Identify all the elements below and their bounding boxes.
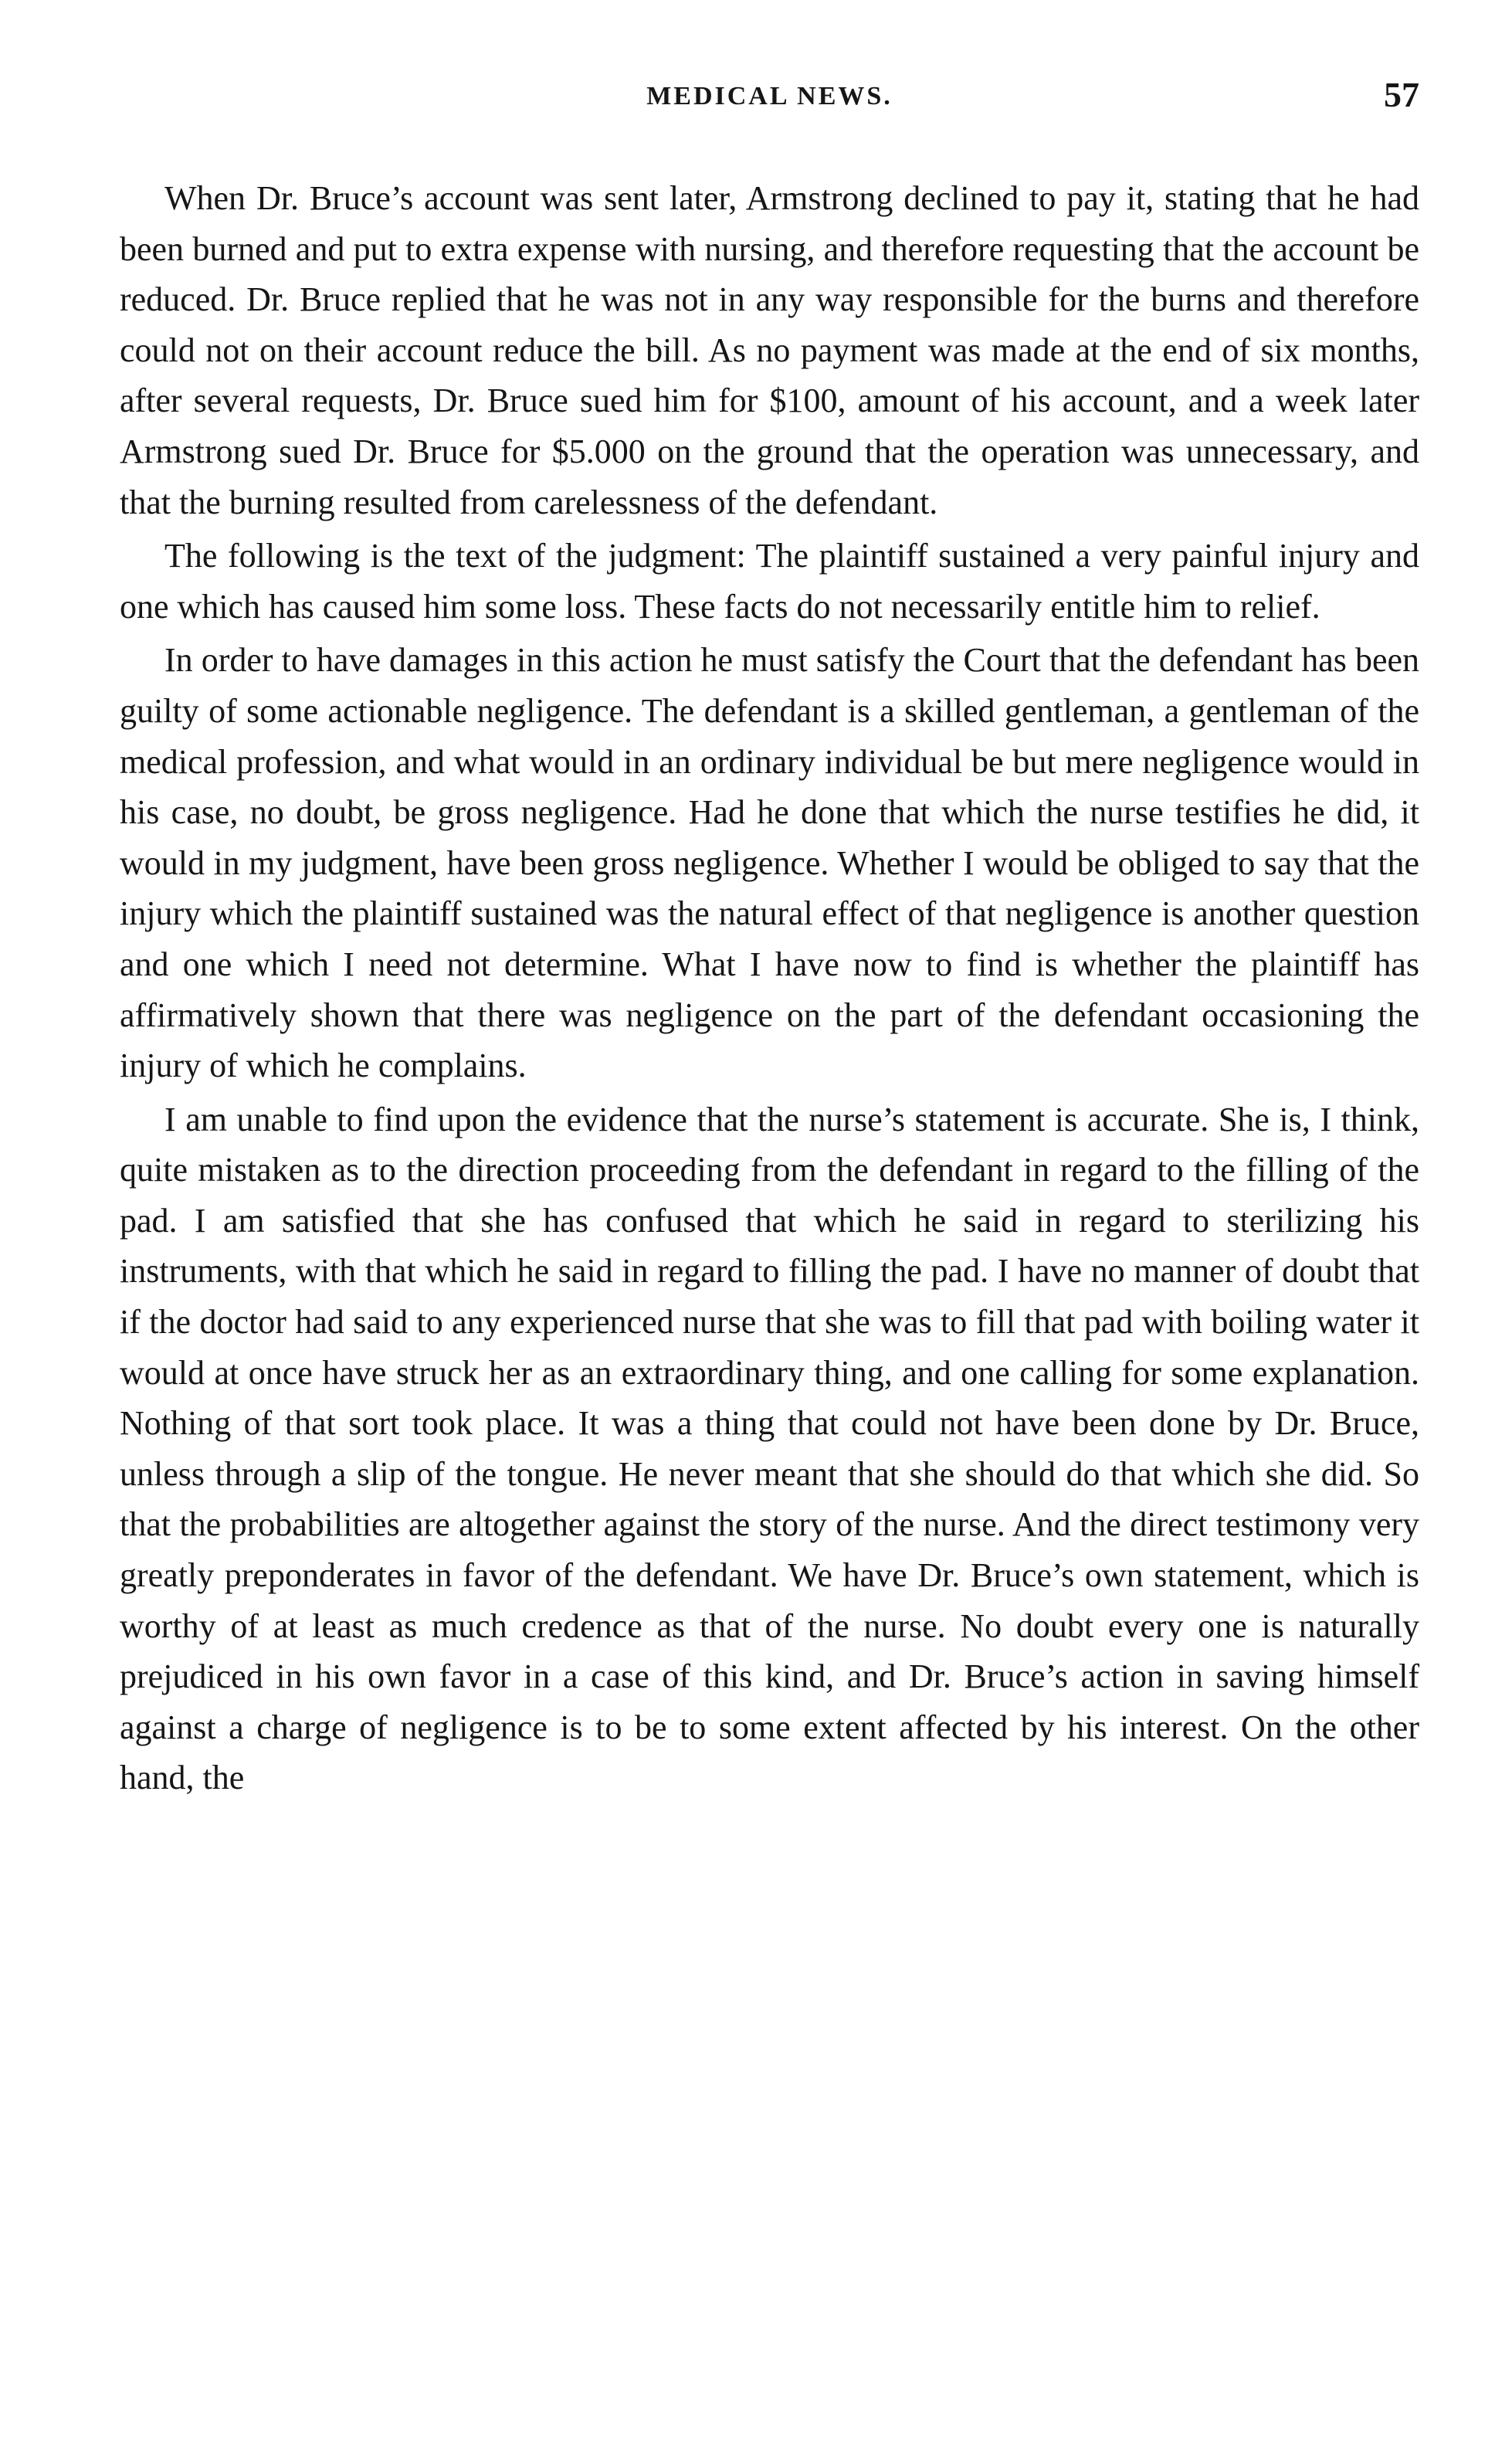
running-head — [120, 71, 1419, 120]
running-title: MEDICAL NEWS. — [646, 82, 893, 110]
page-number: 57 — [1384, 75, 1419, 114]
paragraph-judgment-intro: The following is the text of the judgment: The plaintiff sustained a very painful injury and one which has caused him some loss. These facts do not necessarily entitle him to relief. — [120, 537, 1419, 626]
paragraph-account-dispute: When Dr. Bruce’s account was sent later, Armstrong declined to pay it, stating that he had been burned and put to extra expense with nursing, and therefore requesting that the account be reduced. Dr. Bruce replied that he was not in any way responsible for the burns and therefore could not on their account reduce the bill. As no payment was made at the end of six months, after several requests, Dr. Bruce sued him for $100, amount of his account, and a week later Armstrong sued Dr. Bruce for $5.000 on the ground that the operation was unnecessary, and that the burning resulted from carelessness of the defendant. — [120, 179, 1419, 521]
paragraph-nurse-evidence: I am unable to find upon the evidence that the nurse’s statement is accurate. She is, I think, quite mistaken as to the direction proceeding from the defendant in regard to the filling of the pad. I am satisfied that she has confused that which he said in regard to sterilizing his instruments, with that which he said in regard to filling the pad. I have no manner of doubt that if the doctor had said to any experienced nurse that she was to fill that pad with boiling water it would at once have struck her as an extraordinary thing, and one calling for some explanation. Nothing of that sort took place. It was a thing that could not have been done by Dr. Bruce, unless through a slip of the tongue. He never meant that she should do that which she did. So that the probabilities are altogether against the story of the nurse. And the direct testimony very greatly preponderates in favor of the defendant. We have Dr. Bruce’s own statement, which is worthy of at least as much credence as that of the nurse. No doubt every one is naturally prejudiced in his own favor in a case of this kind, and Dr. Bruce’s action in saving himself against a charge of negligence is to be to some extent affected by his interest. On the other hand, the — [120, 1100, 1419, 1797]
paragraph-negligence-standard: In order to have damages in this action he must satisfy the Court that the defendant has been guilty of some actionable negligence. The defendant is a skilled gentleman, a gentleman of the medical profession, and what would in an ordinary individual be but mere negligence would in his case, no doubt, be gross negligence. Had he done that which the nurse testifies he did, it would in my judgment, have been gross negligence. Whether I would be obliged to say that the injury which the plaintiff sustained was the natural effect of that negligence is another question and one which I need not determine. What I have now to find is whether the plaintiff has affirmatively shown that there was negligence on the part of the defendant occasioning the injury of which he complains. — [120, 641, 1419, 1085]
body-text — [120, 173, 1419, 1803]
